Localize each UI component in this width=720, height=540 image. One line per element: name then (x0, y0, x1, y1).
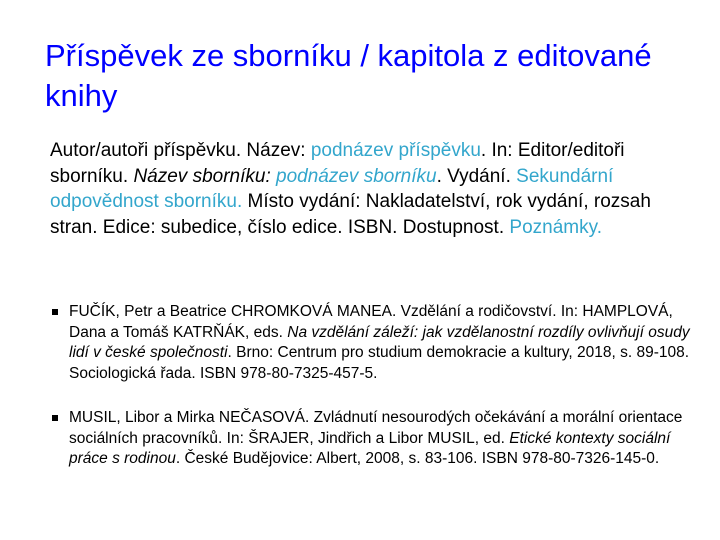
reference-text: MUSIL, Libor a Mirka NEČASOVÁ. Zvládnutí nesourodých očekávání a morální orientace sociálních pracovníků. In: ŠRAJER, Jindřich a Libor MUSIL, ed. (69, 409, 683, 447)
citation-template (50, 138, 700, 240)
template-part: . Vydání. (436, 165, 517, 187)
reference-list (50, 302, 690, 494)
template-notes: Poznámky. (509, 216, 602, 238)
template-proceedings-subtitle: podnázev sborníku (276, 165, 437, 187)
template-subtitle-placeholder: podnázev příspěvku (310, 140, 481, 161)
template-secondary-responsibility: Sekundární odpovědnost sborníku. (50, 165, 614, 212)
slide-title: Příspěvek ze sborníku / kapitola z editované knihy (45, 38, 652, 113)
bullet-icon (52, 309, 58, 315)
reference-book-title: Na vzdělání záleží: jak vzdělanostní rozdíly ovlivňují osudy lidí v české společnosti (69, 323, 690, 361)
template-part: Autor/autoři příspěvku. Název: (50, 140, 311, 161)
template-part: Místo vydání: Nakladatelství, rok vydání, rozsah stran. Edice: subedice, číslo edice. ISBN. Dostupnost. (50, 191, 651, 238)
reference-book-title: Etické kontexty sociální práce s rodinou (69, 429, 671, 467)
template-proceedings-title: Název sborníku: (133, 165, 277, 187)
reference-text: FUČÍK, Petr a Beatrice CHROMKOVÁ MANEA. Vzdělání a rodičovství. In: HAMPLOVÁ, Dana a Tomáš KATRŇÁK, eds. (69, 303, 673, 341)
template-part: . In: Editor/editoři sborníku. (50, 140, 625, 187)
reference-text: . Brno: Centrum pro studium demokracie a kultury, 2018, s. 89-108. Sociologická řada. ISBN 978-80-7325-457-5. (69, 344, 690, 382)
reference-item (50, 408, 690, 470)
reference-item (50, 302, 690, 384)
bullet-icon (52, 415, 58, 421)
reference-text: . České Budějovice: Albert, 2008, s. 83-106. ISBN 978-80-7326-145-0. (175, 450, 660, 467)
